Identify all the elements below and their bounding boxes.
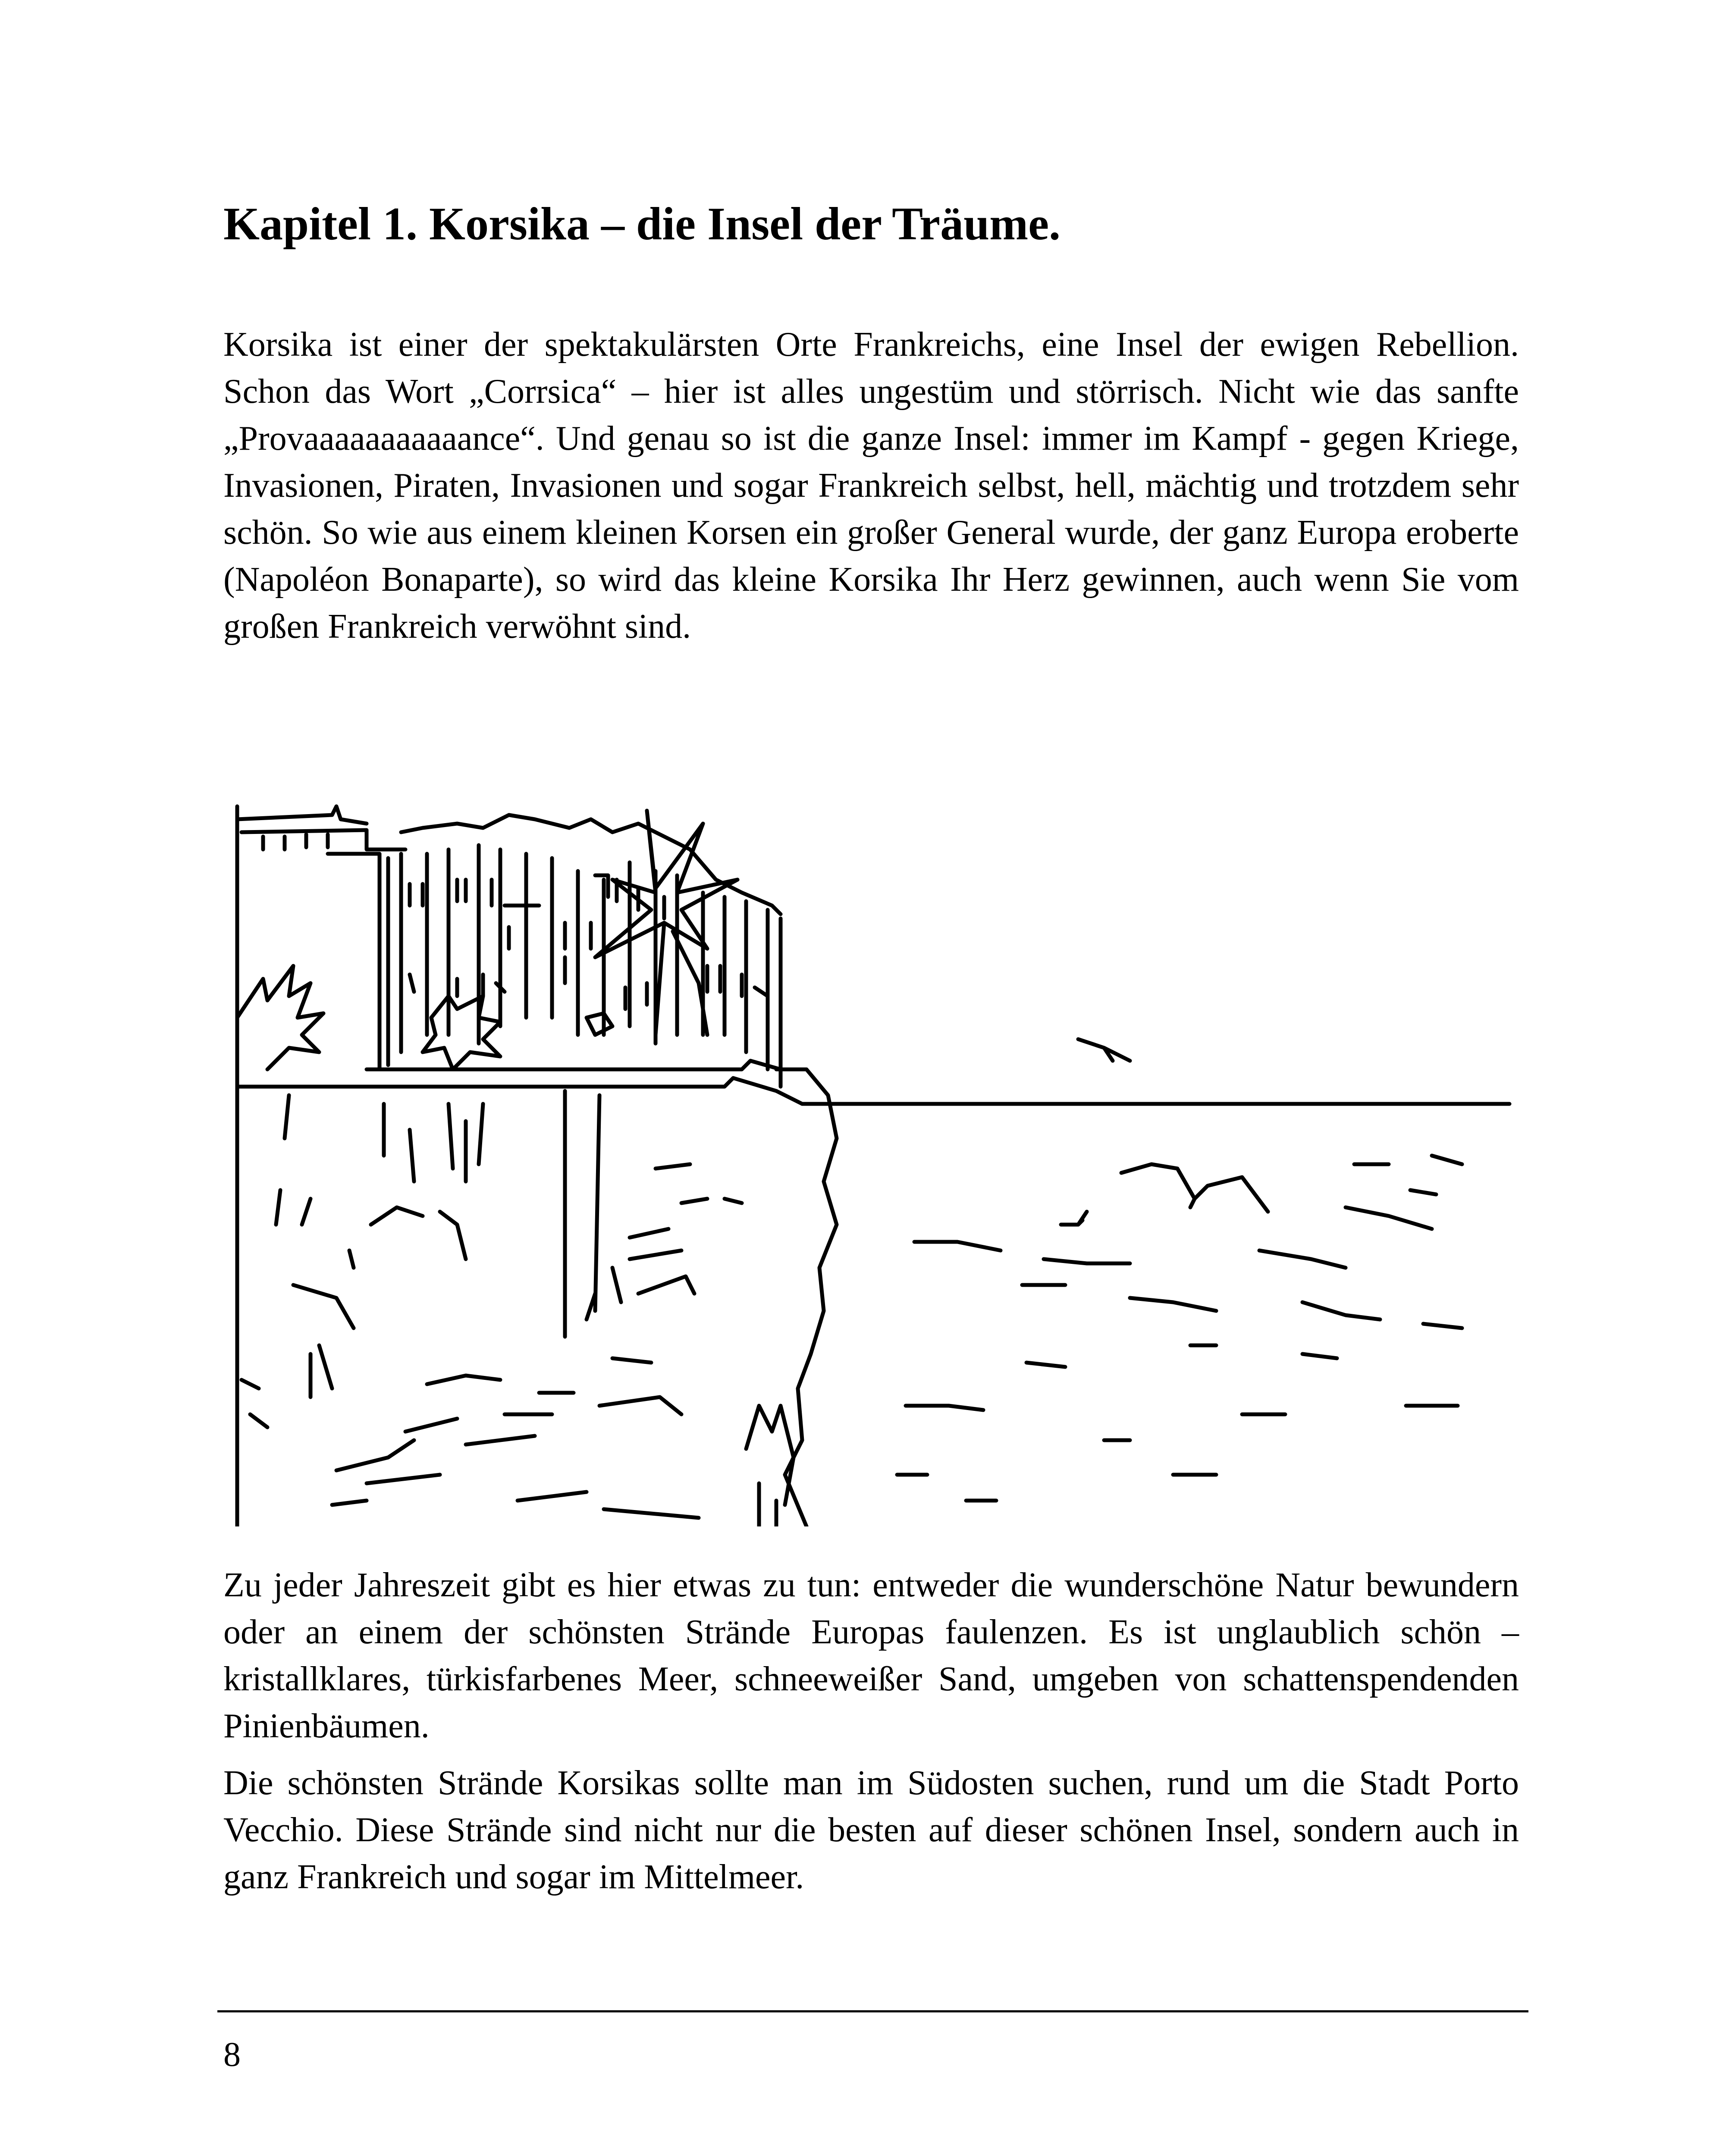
bushes [237,966,500,1069]
town-buildings [237,806,781,1526]
seasons-paragraph: Zu jeder Jahreszeit gibt es hier etwas zu tun: entweder die wunderschöne Natur bewundern oder an einem der schönsten Strände Europas faulenzen. Es ist unglaublich schön – kristallklares, türkisfarbenes Meer, schneeweißer Sand, umgeben von schattenspendenden Pinienbäumen. [223,1566,1519,1745]
footer-rule [217,2010,1528,2012]
coastal-town-illustration [224,793,1518,1526]
beaches-paragraph: Die schönsten Strände Korsikas sollte man im Südosten suchen, rund um die Stadt Porto Vecchio. Diese Strände sind nicht nur die besten auf dieser schönen Insel, sondern auch in ganz Frankreich und sogar im Mittelmeer. [223,1764,1519,1896]
page-number: 8 [223,2036,241,2074]
star-burst [595,811,737,1035]
cliff [237,1069,837,1526]
chapter-title: Kapitel 1. Korsika – die Insel der Träume. [223,198,1061,250]
seagulls [1061,1039,1268,1225]
intro-paragraph: Korsika ist einer der spektakulärsten Orte Frankreichs, eine Insel der ewigen Rebellion. Schon das Wort „Corrsica“ – hier ist alles ungestüm und störrisch. Nicht wie das sanfte „Provaaaaaaaaaaance“. Und genau so ist die ganze Insel: immer im Kampf - gegen Kriege, Invasionen, Piraten, Invasionen und sogar Frankreich selbst, hell, mächtig und trotzdem sehr schön. So wie aus einem kleinen Korsen ein großer General wurde, der ganz Europa eroberte (Napoléon Bonaparte), so wird das kleine Korsika Ihr Herz gewinnen, auch wenn Sie vom großen Frankreich verwöhnt sind. [223,326,1519,646]
